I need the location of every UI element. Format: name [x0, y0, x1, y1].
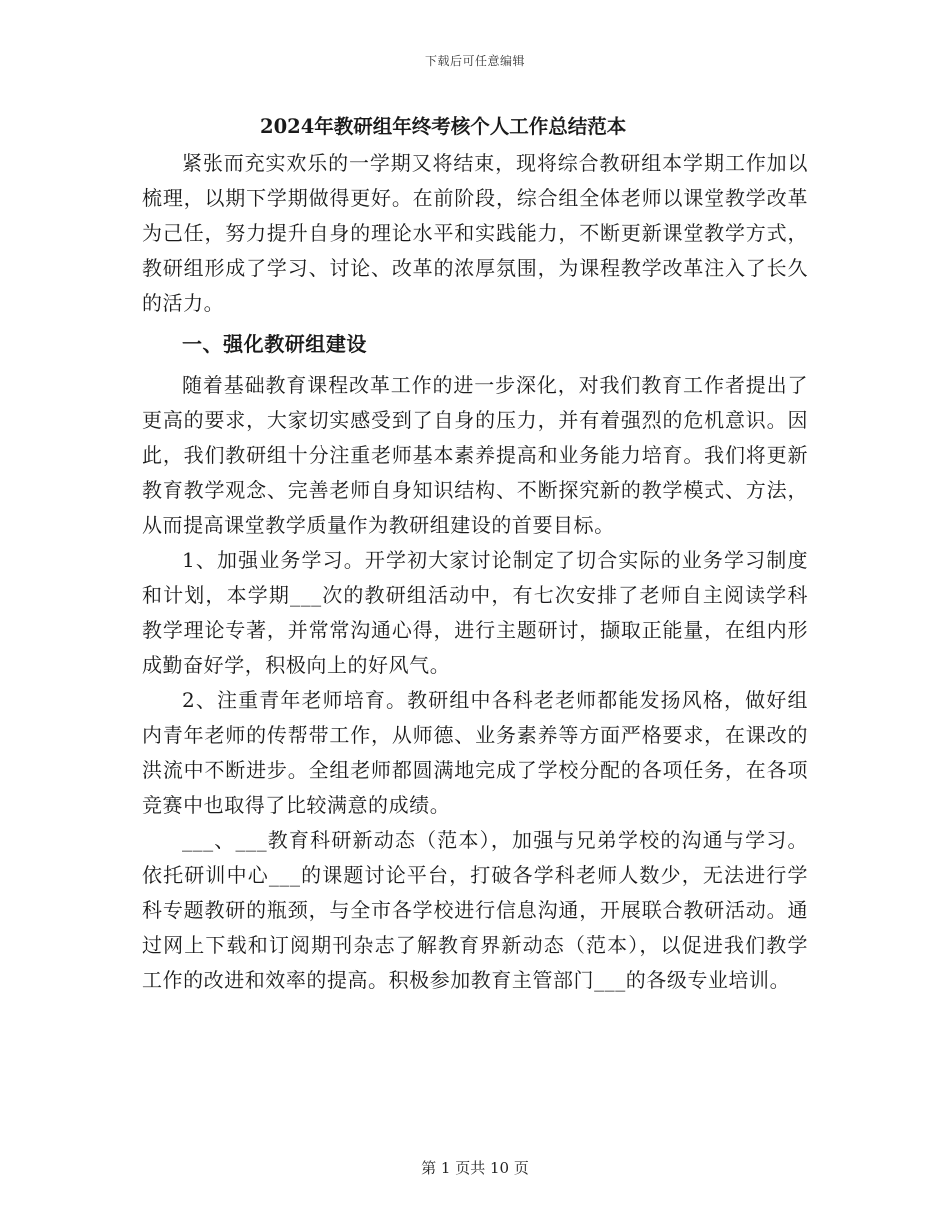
- document-title: 2024年教研组年终考核个人工作总结范本: [260, 115, 627, 138]
- document-body: [142, 112, 808, 998]
- section1-paragraph-2: 1、加强业务学习。开学初大家讨论制定了切合实际的业务学习制度和计划，本学期___次的教研组活动中，有七次安排了老师自主阅读学科教学理论专著，并常常沟通心得，进行主题研讨，撷取正能量，在组内形成勤奋好学，积极向上的好风气。: [142, 548, 808, 677]
- section1-paragraph-4: ___、___教育科研新动态（范本），加强与兄弟学校的沟通与学习。依托研训中心___的课题讨论平台，打破各学科老师人数少，无法进行学科专题教研的瓶颈，与全市各学校进行信息沟通，开展联合教研活动。通过网上下载和订阅期刊杂志了解教育界新动态（范本），以促进我们教学工作的改进和效率的提高。积极参加教育主管部门___的各级专业培训。: [142, 828, 808, 992]
- section1-paragraph-1: 随着基础教育课程改革工作的进一步深化，对我们教育工作者提出了更高的要求，大家切实感受到了自身的压力，并有着强烈的危机意识。因此，我们教研组十分注重老师基本素养提高和业务能力培育。我们将更新教育教学观念、完善老师自身知识结构、不断探究新的教学模式、方法，从而提高课堂教学质量作为教研组建设的首要目标。: [142, 373, 808, 537]
- page-number: 第 1 页共 10 页: [421, 1159, 529, 1177]
- section1-paragraph-3: 2、注重青年老师培育。教研组中各科老老师都能发扬风格，做好组内青年老师的传帮带工作，从师德、业务素养等方面严格要求，在课改的洪流中不断进步。全组老师都圆满地完成了学校分配的各项任务，在各项竞赛中也取得了比较满意的成绩。: [142, 688, 808, 817]
- page-header-note: 下载后可任意编辑: [424, 54, 525, 68]
- section-heading-1: 一、强化教研组建设: [182, 332, 367, 356]
- intro-paragraph: 紧张而充实欢乐的一学期又将结束，现将综合教研组本学期工作加以梳理，以期下学期做得更好。在前阶段，综合组全体老师以课堂教学改革为己任，努力提升自身的理论水平和实践能力，不断更新课堂教学方式，教研组形成了学习、讨论、改革的浓厚氛围，为课程教学改革注入了长久的活力。: [142, 151, 808, 315]
